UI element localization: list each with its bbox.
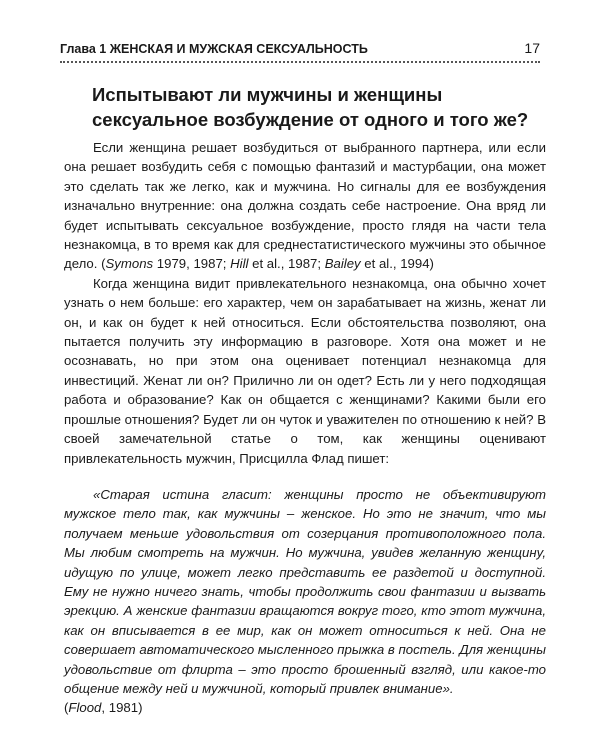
paragraph-2: Когда женщина видит привлекательного незнакомца, она обычно хочет узнать о нем больше: его характер, чем он зарабатывает на жизнь, женат ли он, и как он будет к ней относиться. Если обстоятельства позволяют, она пытается получить эту информацию в разговоре. Хотя она может и не осознавать, но при этом она оценивает потенциал незнакомца для инвестиций. Женат ли он? Прилично ли он одет? Есть ли у него подходящая работа и образование? Как он общается с женщинами? Какими были его прошлые отношения? Будет ли он чуток и уважителен по отношению к ней? В своей замечательной статье о том, как женщины оценивают привлекательность мужчин, Присцилла Флад пишет: bbox=[64, 275, 546, 466]
reference-years: et al., 1987; bbox=[248, 256, 325, 272]
citation-author: Flood bbox=[68, 700, 102, 716]
quote-citation bbox=[64, 700, 142, 715]
quote-text: «Старая истина гласит: женщины просто не объективируют мужское тело так, как мужчины – женское. Но это не значит, что мы получаем меньше удовольствия от созерцания противоположного пола. Мы любим смотреть на мужчин. Но мужчина, увидев желанную женщину, идущую по улице, может легко представить ее раздетой и доступной. Ему не нужно ничего знать, чтобы продолжить свои фантазии и вызвать эрекцию. А женские фантазии вращаются вокруг того, кто этот мужчина, как он вписывается в ее мир, как он может относиться к ней. Она не совершает автоматического мысленного прыжка в постель. Для женщины удовольствие от флирта – это просто брошенный взгляд, или какое-то общение между ней и мужчиной, который привлек внимание». bbox=[64, 486, 546, 696]
header-divider bbox=[60, 61, 540, 63]
reference-author: Hill bbox=[230, 256, 249, 272]
body-text bbox=[64, 138, 546, 718]
reference-years: et al., 1994) bbox=[360, 256, 434, 272]
paragraph-1-text: Если женщина решает возбудиться от выбранного партнера, или если она решает возбудить себя с помощью фантазий и мастурбации, она может это сделать так же легко, как и мужчина. Но сигналы для ее возбуждения изначально внутренние: она должна создать себе настроение. Она вряд ли будет испытывать сексуальное возбуждение, просто глядя на части тела незнакомца, в то время как для среднестатистического мужчины это обычное дело. ( bbox=[64, 140, 546, 272]
section-heading: Испытывают ли мужчины и женщины сексуальное возбуждение от одного и того же? bbox=[92, 84, 529, 130]
block-quote bbox=[64, 485, 546, 718]
reference-years: 1979, 1987; bbox=[153, 256, 231, 272]
paragraph-1 bbox=[64, 138, 546, 274]
citation-year: , 1981) bbox=[101, 700, 143, 716]
page-number: 17 bbox=[524, 40, 540, 56]
chapter-title: Глава 1 ЖЕНСКАЯ И МУЖСКАЯ СЕКСУАЛЬНОСТЬ bbox=[60, 42, 368, 56]
citation-open: ( bbox=[64, 700, 69, 716]
reference-author: Bailey bbox=[324, 256, 361, 272]
running-header bbox=[60, 40, 540, 56]
reference-author: Symons bbox=[105, 256, 154, 272]
